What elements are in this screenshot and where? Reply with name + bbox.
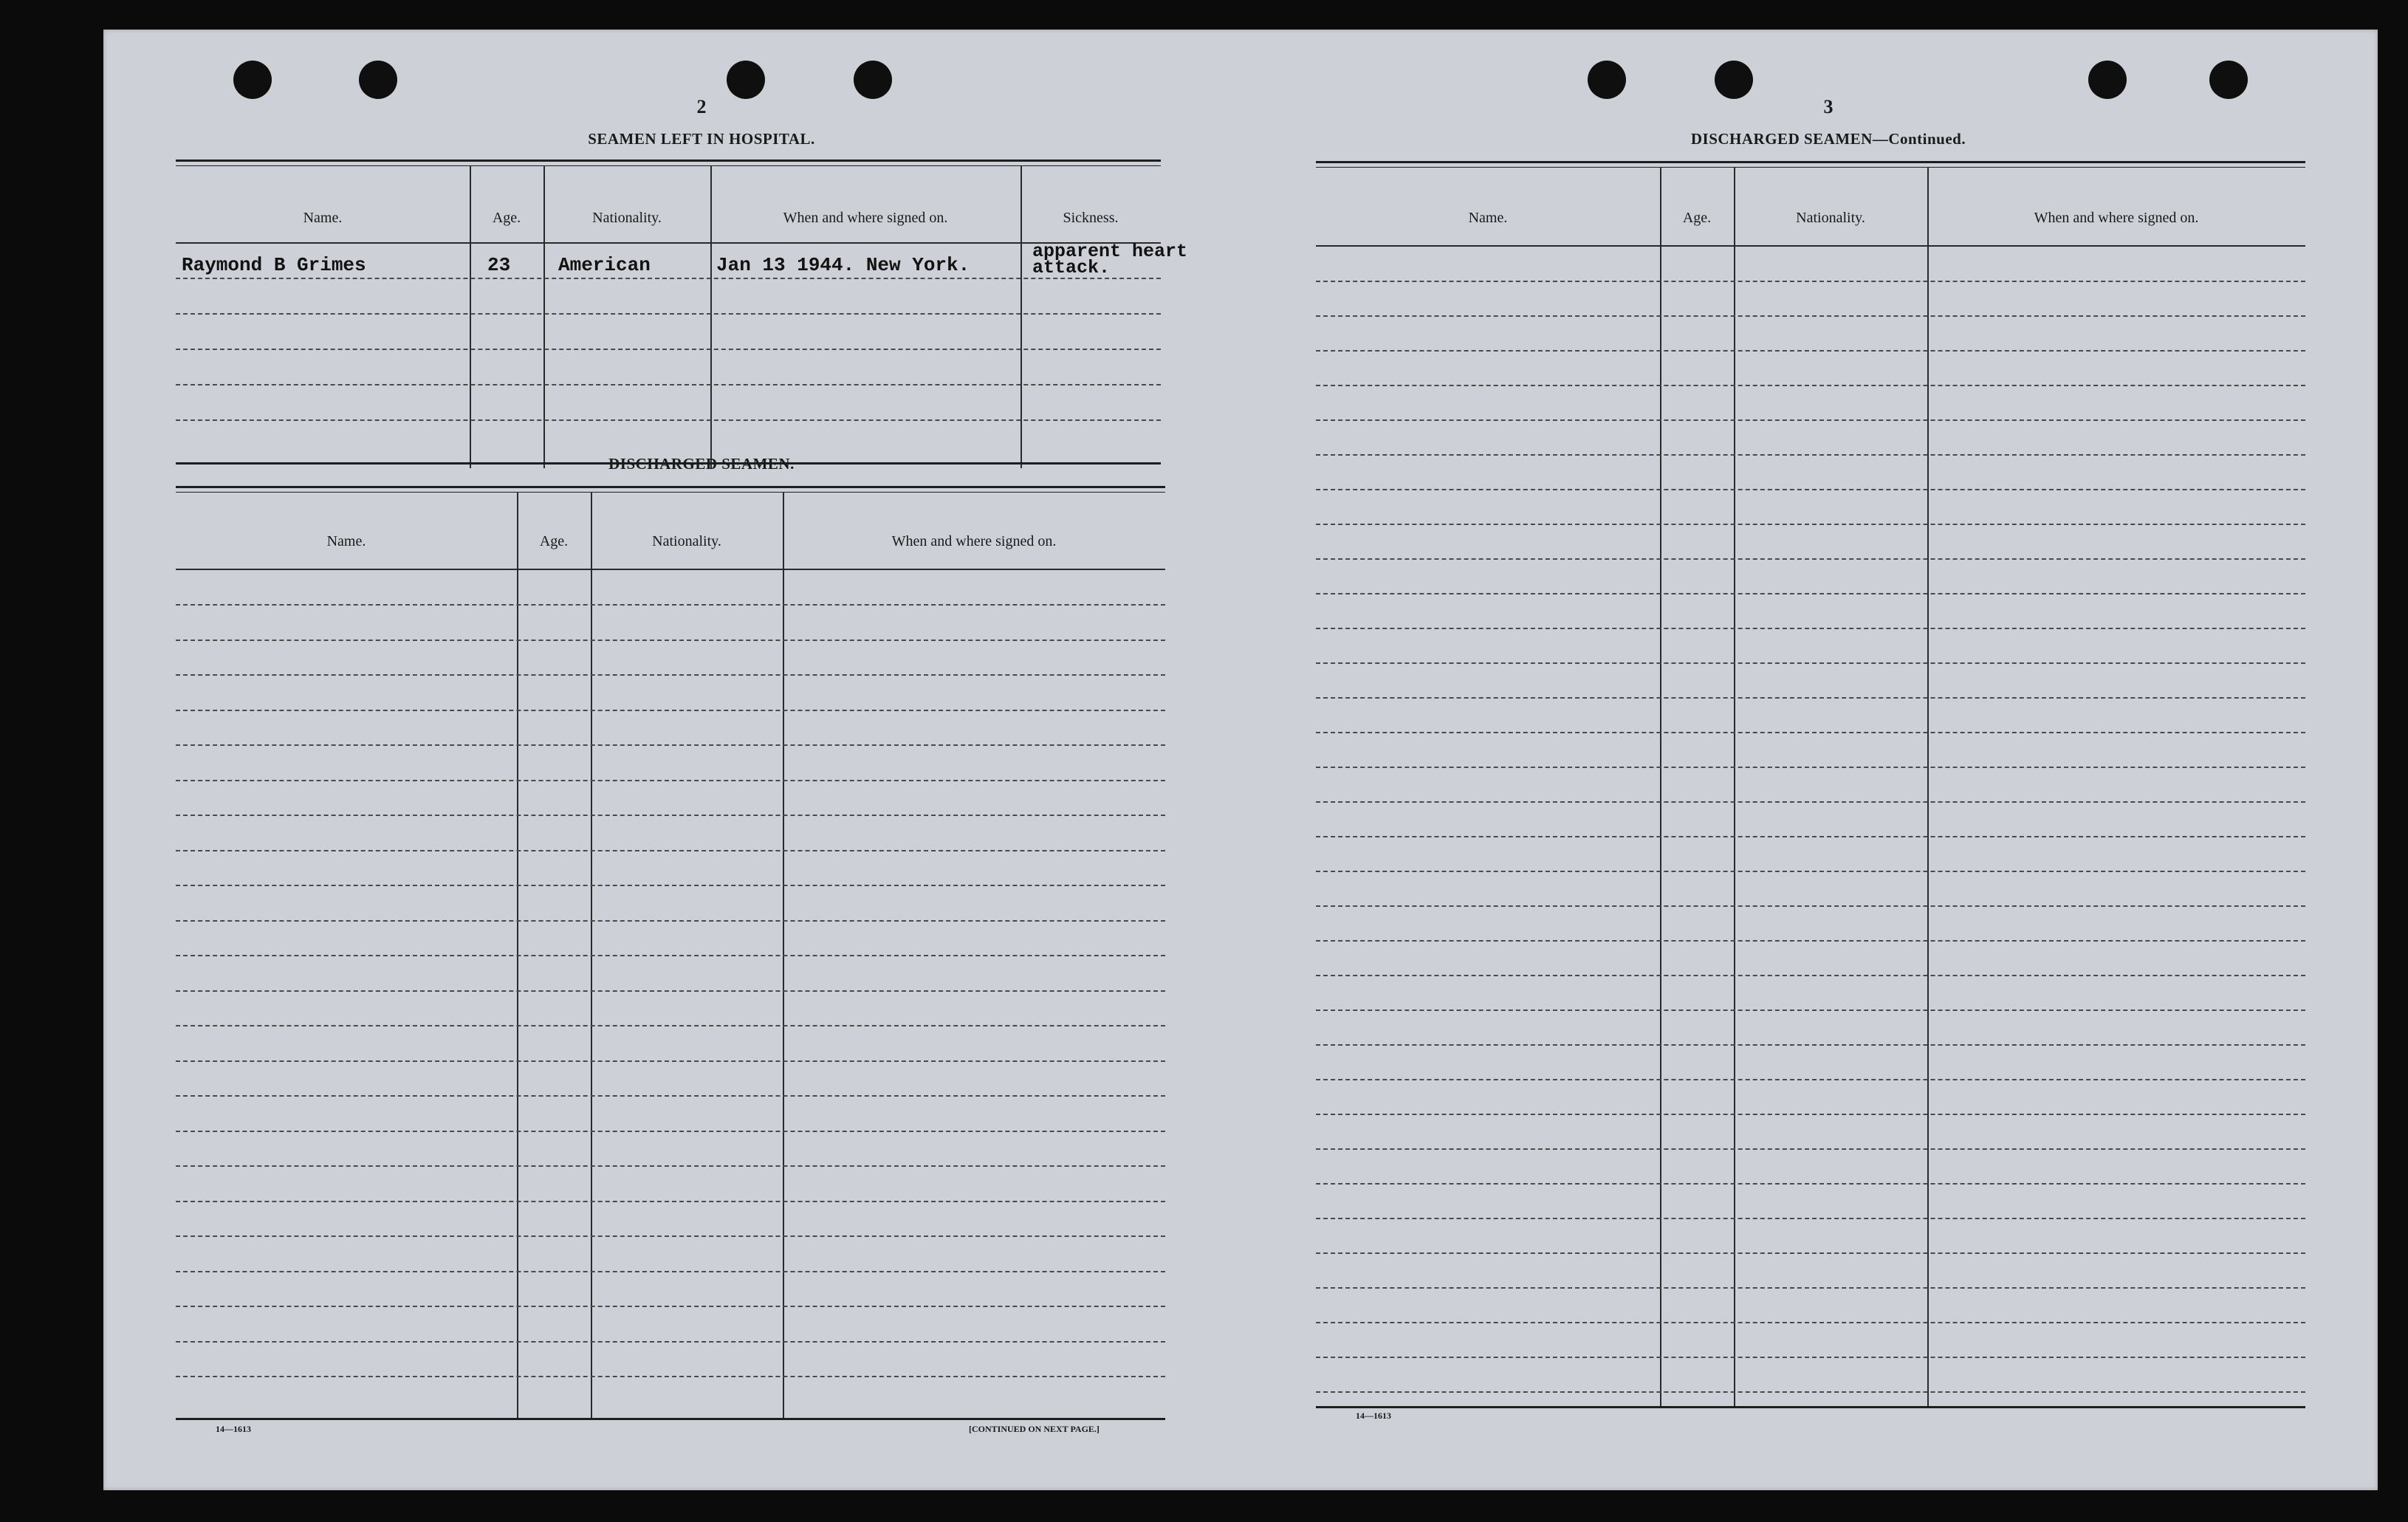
ruled-row-line xyxy=(1316,1252,2305,1254)
punch-hole xyxy=(854,61,892,99)
ruled-row-line xyxy=(1316,419,2305,421)
title-suffix: —Continued. xyxy=(1872,130,1966,148)
form-number: 14—1613 xyxy=(216,1424,251,1434)
ruled-row-line xyxy=(176,990,1165,992)
ruled-row-line xyxy=(176,604,1165,606)
ruled-row-line xyxy=(1316,1044,2305,1046)
ruled-row-line xyxy=(1316,350,2305,352)
col-header-signed-on: When and where signed on. xyxy=(891,533,1057,549)
document-sheet xyxy=(103,30,2378,1490)
punch-hole xyxy=(2209,61,2248,99)
ruled-row-line xyxy=(1316,975,2305,976)
entry-nationality: American xyxy=(558,254,651,276)
ruled-row-line xyxy=(1316,1287,2305,1289)
ruled-row-line xyxy=(1316,662,2305,664)
ruled-row-line xyxy=(1316,732,2305,733)
discharged-table xyxy=(176,486,1165,1446)
ruled-row-line xyxy=(1316,940,2305,942)
ruled-row-line xyxy=(176,1165,1165,1167)
hospital-table xyxy=(176,160,1188,470)
ruled-row-line xyxy=(1316,1148,2305,1150)
ruled-row-line xyxy=(1316,1391,2305,1393)
punch-hole xyxy=(233,61,272,99)
ruled-row-line xyxy=(176,815,1165,816)
ruled-row-line xyxy=(1316,1322,2305,1323)
entry-sickness-line2: attack. xyxy=(1032,257,1111,278)
col-header-sickness: Sickness. xyxy=(1063,210,1119,226)
entry-signed-on: Jan 13 1944. New York. xyxy=(716,254,970,276)
col-header-signed-on: When and where signed on. xyxy=(783,210,948,226)
ruled-row-line xyxy=(1316,628,2305,629)
ruled-row-line xyxy=(176,1060,1165,1062)
ruled-row-line xyxy=(176,1025,1165,1026)
entry-name: Raymond B Grimes xyxy=(182,254,366,276)
col-header-signed-on: When and where signed on. xyxy=(2034,210,2199,226)
ruled-row-line xyxy=(176,710,1165,711)
form-number: 14—1613 xyxy=(1356,1410,1391,1421)
page-number: 2 xyxy=(696,96,707,117)
col-header-nationality: Nationality. xyxy=(1796,210,1865,226)
ruled-row-line xyxy=(176,1341,1165,1343)
ruled-row-line xyxy=(176,850,1165,851)
punch-hole xyxy=(359,61,397,99)
ruled-row-line xyxy=(1316,315,2305,317)
ruled-row-line xyxy=(1316,524,2305,525)
col-header-name: Name. xyxy=(303,210,343,226)
ruled-row-line xyxy=(1316,281,2305,282)
ruled-row-line xyxy=(176,640,1165,641)
col-header-nationality: Nationality. xyxy=(592,210,662,226)
ruled-row-line xyxy=(1316,558,2305,560)
ruled-row-line xyxy=(1316,697,2305,699)
col-header-name: Name. xyxy=(326,533,366,549)
entry-sickness-line1: apparent heart xyxy=(1032,241,1188,262)
page-number: 3 xyxy=(1823,96,1834,117)
title-main: DISCHARGED SEAMEN xyxy=(1690,130,1873,148)
punch-hole xyxy=(1588,61,1626,99)
ruled-row-line xyxy=(1316,1218,2305,1219)
ruled-row-line xyxy=(1316,385,2305,386)
ruled-row-line xyxy=(1316,767,2305,768)
col-header-age: Age. xyxy=(492,210,521,226)
ruled-row-line xyxy=(1316,871,2305,872)
col-header-nationality: Nationality. xyxy=(652,533,721,549)
ruled-row-line xyxy=(1316,1079,2305,1080)
ruled-row-line xyxy=(176,1271,1165,1272)
punch-hole xyxy=(2088,61,2127,99)
continued-note: [CONTINUED ON NEXT PAGE.] xyxy=(969,1424,1100,1434)
discharged-continued-table xyxy=(1316,161,2305,1446)
col-header-age: Age. xyxy=(539,533,569,549)
discharged-continued-title xyxy=(1570,130,2087,148)
ruled-row-line xyxy=(176,1131,1165,1132)
ruled-row-line xyxy=(1316,801,2305,803)
ruled-row-line xyxy=(176,1201,1165,1202)
ruled-row-line xyxy=(176,920,1165,922)
ruled-row-line xyxy=(1316,593,2305,594)
ruled-row-line xyxy=(1316,1114,2305,1115)
col-header-name: Name. xyxy=(1468,210,1508,226)
ruled-row-line xyxy=(176,780,1165,781)
ruled-row-line xyxy=(176,885,1165,886)
ruled-row-line xyxy=(1316,489,2305,490)
ruled-row-line xyxy=(176,674,1165,676)
ruled-row-line xyxy=(1316,905,2305,907)
ruled-row-line xyxy=(1316,1009,2305,1011)
ruled-row-line xyxy=(1316,1183,2305,1185)
punch-hole xyxy=(1715,61,1753,99)
col-header-age: Age. xyxy=(1682,210,1712,226)
ruled-row-line xyxy=(176,744,1165,746)
ruled-row-line xyxy=(1316,454,2305,456)
ruled-row-line xyxy=(176,1306,1165,1307)
ruled-row-line xyxy=(176,1095,1165,1097)
ruled-row-line xyxy=(176,1376,1165,1377)
ruled-row-line xyxy=(1316,836,2305,837)
ruled-row-line xyxy=(176,955,1165,956)
entry-age: 23 xyxy=(487,254,511,276)
ruled-row-line xyxy=(176,1235,1165,1237)
ruled-row-line xyxy=(1316,1357,2305,1358)
hospital-section-title: SEAMEN LEFT IN HOSPITAL. xyxy=(588,130,815,148)
discharged-section-title: DISCHARGED SEAMEN. xyxy=(608,455,795,473)
punch-hole xyxy=(727,61,765,99)
